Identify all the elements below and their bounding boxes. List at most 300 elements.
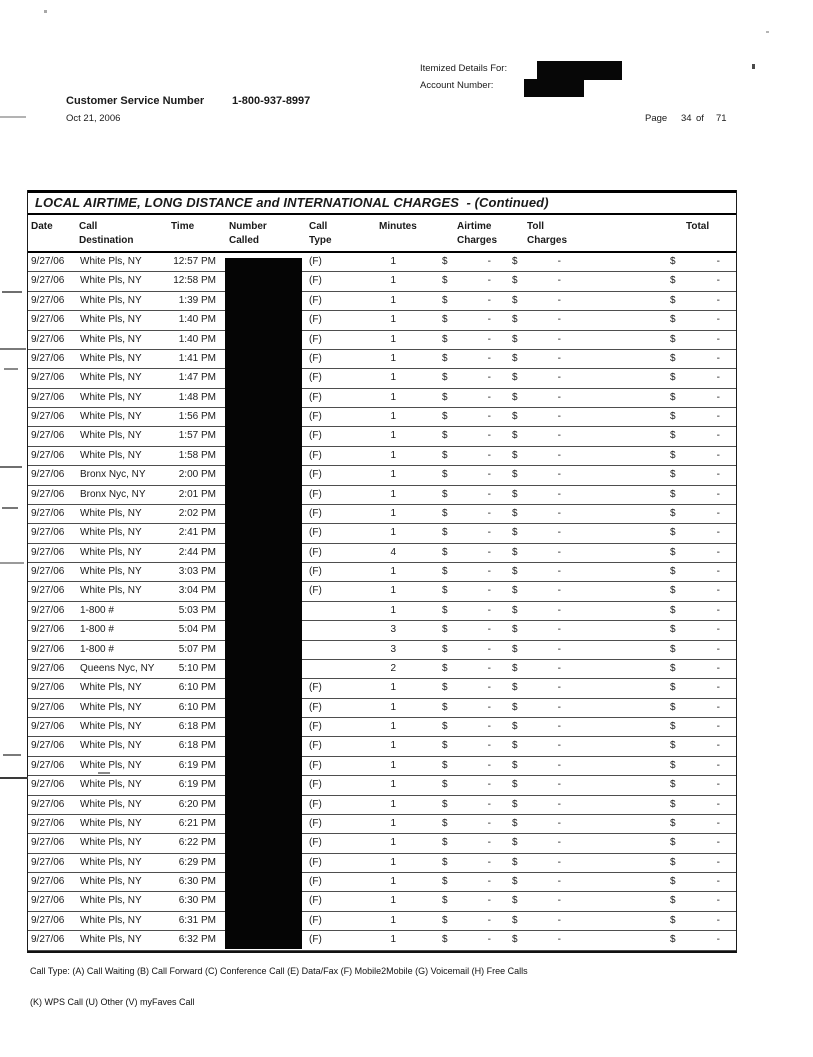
airtime-currency-symbol: $ bbox=[442, 294, 448, 306]
total-charge-amount: - bbox=[716, 430, 720, 442]
airtime-charge-amount: - bbox=[487, 759, 491, 771]
call-destination: White Pls, NY bbox=[80, 585, 142, 597]
toll-currency-symbol: $ bbox=[512, 314, 518, 326]
total-charge-amount: - bbox=[716, 682, 720, 694]
scan-artifact bbox=[2, 507, 18, 509]
airtime-currency-symbol: $ bbox=[442, 411, 448, 422]
call-time: 1:40 PM bbox=[178, 314, 216, 326]
call-record-row bbox=[28, 602, 736, 621]
call-type-code: (F) bbox=[309, 488, 322, 500]
call-record-row bbox=[28, 776, 736, 795]
toll-currency-symbol: $ bbox=[512, 352, 518, 364]
toll-currency-symbol: $ bbox=[512, 759, 518, 771]
total-charge-amount: - bbox=[716, 662, 720, 674]
total-currency-symbol: $ bbox=[670, 372, 676, 384]
call-time: 6:18 PM bbox=[178, 721, 216, 732]
toll-charge-amount: - bbox=[557, 585, 561, 597]
call-minutes: 1 bbox=[390, 740, 396, 752]
total-currency-symbol: $ bbox=[670, 876, 676, 887]
airtime-charge-amount: - bbox=[487, 275, 491, 287]
total-currency-symbol: $ bbox=[670, 585, 676, 597]
airtime-currency-symbol: $ bbox=[442, 352, 448, 364]
toll-charge-amount: - bbox=[557, 546, 561, 558]
airtime-charge-amount: - bbox=[487, 507, 491, 519]
call-type-code: (F) bbox=[309, 430, 322, 442]
call-time: 6:30 PM bbox=[178, 895, 216, 907]
toll-currency-symbol: $ bbox=[512, 449, 518, 461]
call-date: 9/27/06 bbox=[31, 740, 65, 752]
airtime-charge-amount: - bbox=[487, 294, 491, 306]
call-type-code: (F) bbox=[309, 314, 322, 326]
call-date: 9/27/06 bbox=[31, 469, 65, 481]
call-type-code: (F) bbox=[309, 740, 322, 752]
call-time: 5:10 PM bbox=[178, 662, 216, 674]
call-minutes: 1 bbox=[390, 895, 396, 907]
airtime-charge-amount: - bbox=[487, 682, 491, 694]
total-charge-amount: - bbox=[716, 256, 720, 267]
call-destination: White Pls, NY bbox=[80, 527, 142, 539]
call-time: 2:00 PM bbox=[178, 469, 216, 481]
call-record-row bbox=[28, 757, 736, 776]
call-date: 9/27/06 bbox=[31, 662, 65, 674]
call-record-row bbox=[28, 311, 736, 330]
total-currency-symbol: $ bbox=[670, 275, 676, 287]
airtime-currency-symbol: $ bbox=[442, 527, 448, 539]
airtime-charge-amount: - bbox=[487, 488, 491, 500]
scan-artifact bbox=[3, 754, 21, 756]
total-currency-symbol: $ bbox=[670, 566, 676, 577]
airtime-currency-symbol: $ bbox=[442, 895, 448, 907]
call-destination: White Pls, NY bbox=[80, 275, 142, 287]
call-minutes: 1 bbox=[390, 604, 396, 616]
call-minutes: 1 bbox=[390, 876, 396, 887]
total-currency-symbol: $ bbox=[670, 604, 676, 616]
scan-artifact bbox=[4, 368, 18, 370]
toll-charge-amount: - bbox=[557, 759, 561, 771]
call-destination: 1-800 # bbox=[80, 604, 114, 616]
airtime-currency-symbol: $ bbox=[442, 333, 448, 345]
page-label: Page bbox=[645, 113, 668, 124]
call-time: 1:48 PM bbox=[178, 391, 216, 403]
call-minutes: 1 bbox=[390, 798, 396, 810]
call-destination: Bronx Nyc, NY bbox=[80, 488, 146, 500]
call-record-row bbox=[28, 912, 736, 931]
toll-charge-amount: - bbox=[557, 817, 561, 829]
toll-currency-symbol: $ bbox=[512, 934, 518, 946]
toll-charge-amount: - bbox=[557, 604, 561, 616]
call-time: 1:40 PM bbox=[178, 333, 216, 345]
airtime-charge-amount: - bbox=[487, 817, 491, 829]
airtime-currency-symbol: $ bbox=[442, 779, 448, 791]
total-currency-symbol: $ bbox=[670, 546, 676, 558]
total-currency-symbol: $ bbox=[670, 488, 676, 500]
call-type-code: (F) bbox=[309, 411, 322, 422]
call-record-row bbox=[28, 873, 736, 892]
call-time: 6:30 PM bbox=[178, 876, 216, 887]
call-date: 9/27/06 bbox=[31, 314, 65, 326]
toll-currency-symbol: $ bbox=[512, 740, 518, 752]
call-type-code: (F) bbox=[309, 527, 322, 539]
toll-currency-symbol: $ bbox=[512, 256, 518, 267]
call-date: 9/27/06 bbox=[31, 566, 65, 577]
toll-currency-symbol: $ bbox=[512, 391, 518, 403]
airtime-charge-amount: - bbox=[487, 837, 491, 849]
call-time: 5:03 PM bbox=[178, 604, 216, 616]
total-currency-symbol: $ bbox=[670, 469, 676, 481]
call-record-row bbox=[28, 272, 736, 291]
call-minutes: 1 bbox=[390, 391, 396, 403]
call-type-code: (F) bbox=[309, 876, 322, 887]
call-destination: White Pls, NY bbox=[80, 546, 142, 558]
toll-currency-symbol: $ bbox=[512, 333, 518, 345]
column-header-time: Time bbox=[171, 221, 195, 232]
call-destination: White Pls, NY bbox=[80, 798, 142, 810]
toll-charge-amount: - bbox=[557, 682, 561, 694]
toll-charge-amount: - bbox=[557, 701, 561, 713]
customer-service-label: Customer Service Number bbox=[66, 95, 205, 107]
toll-charge-amount: - bbox=[557, 837, 561, 849]
total-charge-amount: - bbox=[716, 352, 720, 364]
call-minutes: 1 bbox=[390, 701, 396, 713]
call-type-code: (F) bbox=[309, 333, 322, 345]
airtime-charge-amount: - bbox=[487, 585, 491, 597]
call-record-row bbox=[28, 563, 736, 582]
call-minutes: 1 bbox=[390, 352, 396, 364]
call-minutes: 1 bbox=[390, 817, 396, 829]
total-currency-symbol: $ bbox=[670, 934, 676, 946]
toll-currency-symbol: $ bbox=[512, 914, 518, 926]
call-minutes: 1 bbox=[390, 314, 396, 326]
call-record-row bbox=[28, 447, 736, 466]
call-destination: White Pls, NY bbox=[80, 566, 142, 577]
call-type-code: (F) bbox=[309, 682, 322, 694]
airtime-currency-symbol: $ bbox=[442, 721, 448, 732]
toll-charge-amount: - bbox=[557, 740, 561, 752]
call-date: 9/27/06 bbox=[31, 721, 65, 732]
total-currency-symbol: $ bbox=[670, 624, 676, 636]
call-minutes: 1 bbox=[390, 294, 396, 306]
call-record-row bbox=[28, 466, 736, 485]
page-of-label: of bbox=[696, 113, 704, 124]
call-minutes: 1 bbox=[390, 430, 396, 442]
airtime-charge-amount: - bbox=[487, 566, 491, 577]
call-date: 9/27/06 bbox=[31, 256, 65, 267]
total-charge-amount: - bbox=[716, 721, 720, 732]
toll-currency-symbol: $ bbox=[512, 585, 518, 597]
total-charge-amount: - bbox=[716, 701, 720, 713]
call-date: 9/27/06 bbox=[31, 488, 65, 500]
column-header-toll-charges: Toll Charges bbox=[527, 221, 568, 246]
toll-currency-symbol: $ bbox=[512, 779, 518, 791]
call-record-row bbox=[28, 854, 736, 873]
total-currency-symbol: $ bbox=[670, 779, 676, 791]
call-date: 9/27/06 bbox=[31, 682, 65, 694]
call-minutes: 1 bbox=[390, 837, 396, 849]
airtime-currency-symbol: $ bbox=[442, 566, 448, 577]
total-currency-symbol: $ bbox=[670, 662, 676, 674]
call-record-row bbox=[28, 892, 736, 911]
call-date: 9/27/06 bbox=[31, 914, 65, 926]
call-type-code: (F) bbox=[309, 372, 322, 384]
call-record-row bbox=[28, 737, 736, 756]
call-time: 6:19 PM bbox=[178, 759, 216, 771]
total-charge-amount: - bbox=[716, 740, 720, 752]
call-time: 3:04 PM bbox=[178, 585, 216, 597]
call-record-row bbox=[28, 253, 736, 272]
call-date: 9/27/06 bbox=[31, 333, 65, 345]
call-minutes: 1 bbox=[390, 759, 396, 771]
scan-artifact bbox=[98, 772, 110, 774]
total-currency-symbol: $ bbox=[670, 256, 676, 267]
airtime-currency-symbol: $ bbox=[442, 817, 448, 829]
call-destination: Bronx Nyc, NY bbox=[80, 469, 146, 481]
scan-artifact bbox=[0, 466, 22, 468]
call-record-row bbox=[28, 931, 736, 950]
call-type-code: (F) bbox=[309, 779, 322, 791]
airtime-charge-amount: - bbox=[487, 333, 491, 345]
call-date: 9/27/06 bbox=[31, 817, 65, 829]
airtime-charge-amount: - bbox=[487, 546, 491, 558]
call-time: 2:02 PM bbox=[178, 507, 216, 519]
toll-charge-amount: - bbox=[557, 934, 561, 946]
airtime-charge-amount: - bbox=[487, 604, 491, 616]
toll-currency-symbol: $ bbox=[512, 275, 518, 287]
call-time: 5:04 PM bbox=[178, 624, 216, 636]
total-currency-symbol: $ bbox=[670, 740, 676, 752]
total-currency-symbol: $ bbox=[670, 895, 676, 907]
call-minutes: 3 bbox=[390, 643, 396, 655]
call-date: 9/27/06 bbox=[31, 643, 65, 655]
airtime-charge-amount: - bbox=[487, 352, 491, 364]
call-type-code: (F) bbox=[309, 566, 322, 577]
airtime-charge-amount: - bbox=[487, 372, 491, 384]
call-date: 9/27/06 bbox=[31, 701, 65, 713]
charges-table bbox=[27, 190, 737, 953]
total-currency-symbol: $ bbox=[670, 449, 676, 461]
airtime-currency-symbol: $ bbox=[442, 934, 448, 946]
total-charge-amount: - bbox=[716, 759, 720, 771]
call-destination: White Pls, NY bbox=[80, 333, 142, 345]
total-currency-symbol: $ bbox=[670, 914, 676, 926]
table-title: LOCAL AIRTIME, LONG DISTANCE and INTERNATIONAL CHARGES - (Continued) bbox=[28, 190, 736, 215]
call-record-row bbox=[28, 718, 736, 737]
toll-charge-amount: - bbox=[557, 256, 561, 267]
toll-charge-amount: - bbox=[557, 856, 561, 868]
call-date: 9/27/06 bbox=[31, 391, 65, 403]
total-currency-symbol: $ bbox=[670, 507, 676, 519]
airtime-charge-amount: - bbox=[487, 876, 491, 887]
call-destination: White Pls, NY bbox=[80, 914, 142, 926]
call-time: 1:41 PM bbox=[178, 352, 216, 364]
call-minutes: 1 bbox=[390, 779, 396, 791]
total-charge-amount: - bbox=[716, 934, 720, 946]
call-type-code: (F) bbox=[309, 895, 322, 907]
scan-artifact bbox=[0, 562, 24, 564]
call-record-row bbox=[28, 641, 736, 660]
toll-charge-amount: - bbox=[557, 662, 561, 674]
airtime-charge-amount: - bbox=[487, 914, 491, 926]
total-charge-amount: - bbox=[716, 294, 720, 306]
call-minutes: 4 bbox=[390, 546, 396, 558]
toll-charge-amount: - bbox=[557, 372, 561, 384]
total-charge-amount: - bbox=[716, 372, 720, 384]
toll-charge-amount: - bbox=[557, 275, 561, 287]
total-currency-symbol: $ bbox=[670, 798, 676, 810]
airtime-currency-symbol: $ bbox=[442, 856, 448, 868]
call-destination: White Pls, NY bbox=[80, 779, 142, 791]
call-destination: White Pls, NY bbox=[80, 837, 142, 849]
airtime-currency-symbol: $ bbox=[442, 449, 448, 461]
call-record-row bbox=[28, 796, 736, 815]
total-charge-amount: - bbox=[716, 914, 720, 926]
call-time: 5:07 PM bbox=[178, 643, 216, 655]
call-time: 6:18 PM bbox=[178, 740, 216, 752]
total-charge-amount: - bbox=[716, 527, 720, 539]
toll-currency-symbol: $ bbox=[512, 856, 518, 868]
call-record-row bbox=[28, 292, 736, 311]
toll-currency-symbol: $ bbox=[512, 430, 518, 442]
total-charge-amount: - bbox=[716, 895, 720, 907]
toll-currency-symbol: $ bbox=[512, 662, 518, 674]
call-destination: Queens Nyc, NY bbox=[80, 662, 155, 674]
call-minutes: 1 bbox=[390, 527, 396, 539]
call-time: 6:32 PM bbox=[178, 934, 216, 946]
total-charge-amount: - bbox=[716, 333, 720, 345]
toll-currency-symbol: $ bbox=[512, 546, 518, 558]
call-destination: White Pls, NY bbox=[80, 372, 142, 384]
call-destination: White Pls, NY bbox=[80, 721, 142, 732]
toll-charge-amount: - bbox=[557, 566, 561, 577]
airtime-currency-symbol: $ bbox=[442, 914, 448, 926]
call-type-code: (F) bbox=[309, 507, 322, 519]
call-time: 6:19 PM bbox=[178, 779, 216, 791]
call-type-legend-line1: Call Type: (A) Call Waiting (B) Call Forward (C) Conference Call (E) Data/Fax (F) Mobile2Mobile (G) Voicemail (H) Free Calls bbox=[30, 966, 528, 976]
airtime-charge-amount: - bbox=[487, 701, 491, 713]
toll-charge-amount: - bbox=[557, 391, 561, 403]
call-type-code: (F) bbox=[309, 256, 322, 267]
total-currency-symbol: $ bbox=[670, 430, 676, 442]
total-currency-symbol: $ bbox=[670, 294, 676, 306]
call-date: 9/27/06 bbox=[31, 430, 65, 442]
total-currency-symbol: $ bbox=[670, 333, 676, 345]
total-charge-amount: - bbox=[716, 643, 720, 655]
call-record-row bbox=[28, 350, 736, 369]
call-type-code: (F) bbox=[309, 798, 322, 810]
airtime-currency-symbol: $ bbox=[442, 585, 448, 597]
call-type-code: (F) bbox=[309, 449, 322, 461]
airtime-charge-amount: - bbox=[487, 662, 491, 674]
call-time: 3:03 PM bbox=[178, 566, 216, 577]
airtime-charge-amount: - bbox=[487, 721, 491, 732]
call-type-code: (F) bbox=[309, 759, 322, 771]
airtime-currency-symbol: $ bbox=[442, 604, 448, 616]
toll-charge-amount: - bbox=[557, 643, 561, 655]
redacted-number-called-column bbox=[225, 258, 302, 949]
call-type-legend-line2: (K) WPS Call (U) Other (V) myFaves Call bbox=[30, 997, 195, 1007]
call-destination: White Pls, NY bbox=[80, 740, 142, 752]
call-destination: White Pls, NY bbox=[80, 391, 142, 403]
call-destination: White Pls, NY bbox=[80, 759, 142, 771]
total-charge-amount: - bbox=[716, 488, 720, 500]
call-time: 6:22 PM bbox=[178, 837, 216, 849]
call-time: 1:39 PM bbox=[178, 294, 216, 306]
table-body bbox=[28, 253, 736, 951]
call-destination: White Pls, NY bbox=[80, 507, 142, 519]
airtime-charge-amount: - bbox=[487, 740, 491, 752]
airtime-charge-amount: - bbox=[487, 527, 491, 539]
call-record-row bbox=[28, 505, 736, 524]
redacted-account-number bbox=[524, 79, 584, 97]
call-destination: White Pls, NY bbox=[80, 701, 142, 713]
airtime-currency-symbol: $ bbox=[442, 314, 448, 326]
total-currency-symbol: $ bbox=[670, 352, 676, 364]
airtime-charge-amount: - bbox=[487, 779, 491, 791]
call-type-code: (F) bbox=[309, 914, 322, 926]
call-record-row bbox=[28, 815, 736, 834]
airtime-charge-amount: - bbox=[487, 934, 491, 946]
toll-charge-amount: - bbox=[557, 449, 561, 461]
toll-charge-amount: - bbox=[557, 333, 561, 345]
call-record-row bbox=[28, 524, 736, 543]
airtime-charge-amount: - bbox=[487, 895, 491, 907]
call-minutes: 1 bbox=[390, 914, 396, 926]
call-minutes: 1 bbox=[390, 333, 396, 345]
airtime-charge-amount: - bbox=[487, 856, 491, 868]
airtime-charge-amount: - bbox=[487, 391, 491, 403]
airtime-currency-symbol: $ bbox=[442, 624, 448, 636]
total-charge-amount: - bbox=[716, 411, 720, 422]
call-time: 6:10 PM bbox=[178, 682, 216, 694]
call-type-code: (F) bbox=[309, 701, 322, 713]
call-record-row bbox=[28, 369, 736, 388]
call-date: 9/27/06 bbox=[31, 546, 65, 558]
total-charge-amount: - bbox=[716, 449, 720, 461]
call-date: 9/27/06 bbox=[31, 449, 65, 461]
call-destination: White Pls, NY bbox=[80, 430, 142, 442]
toll-charge-amount: - bbox=[557, 798, 561, 810]
call-time: 1:57 PM bbox=[178, 430, 216, 442]
call-minutes: 1 bbox=[390, 934, 396, 946]
call-minutes: 1 bbox=[390, 488, 396, 500]
total-charge-amount: - bbox=[716, 779, 720, 791]
call-destination: White Pls, NY bbox=[80, 256, 142, 267]
total-currency-symbol: $ bbox=[670, 527, 676, 539]
airtime-currency-symbol: $ bbox=[442, 682, 448, 694]
airtime-currency-symbol: $ bbox=[442, 876, 448, 887]
airtime-currency-symbol: $ bbox=[442, 798, 448, 810]
airtime-currency-symbol: $ bbox=[442, 275, 448, 287]
call-destination: White Pls, NY bbox=[80, 411, 142, 422]
call-type-code: (F) bbox=[309, 275, 322, 287]
total-charge-amount: - bbox=[716, 604, 720, 616]
call-time: 6:20 PM bbox=[178, 798, 216, 810]
airtime-charge-amount: - bbox=[487, 469, 491, 481]
call-date: 9/27/06 bbox=[31, 527, 65, 539]
toll-currency-symbol: $ bbox=[512, 837, 518, 849]
call-date: 9/27/06 bbox=[31, 585, 65, 597]
toll-currency-symbol: $ bbox=[512, 817, 518, 829]
total-currency-symbol: $ bbox=[670, 837, 676, 849]
toll-charge-amount: - bbox=[557, 411, 561, 422]
call-date: 9/27/06 bbox=[31, 624, 65, 636]
call-date: 9/27/06 bbox=[31, 856, 65, 868]
toll-currency-symbol: $ bbox=[512, 895, 518, 907]
airtime-currency-symbol: $ bbox=[442, 759, 448, 771]
call-record-row bbox=[28, 834, 736, 853]
call-time: 2:01 PM bbox=[178, 488, 216, 500]
call-date: 9/27/06 bbox=[31, 759, 65, 771]
total-currency-symbol: $ bbox=[670, 817, 676, 829]
